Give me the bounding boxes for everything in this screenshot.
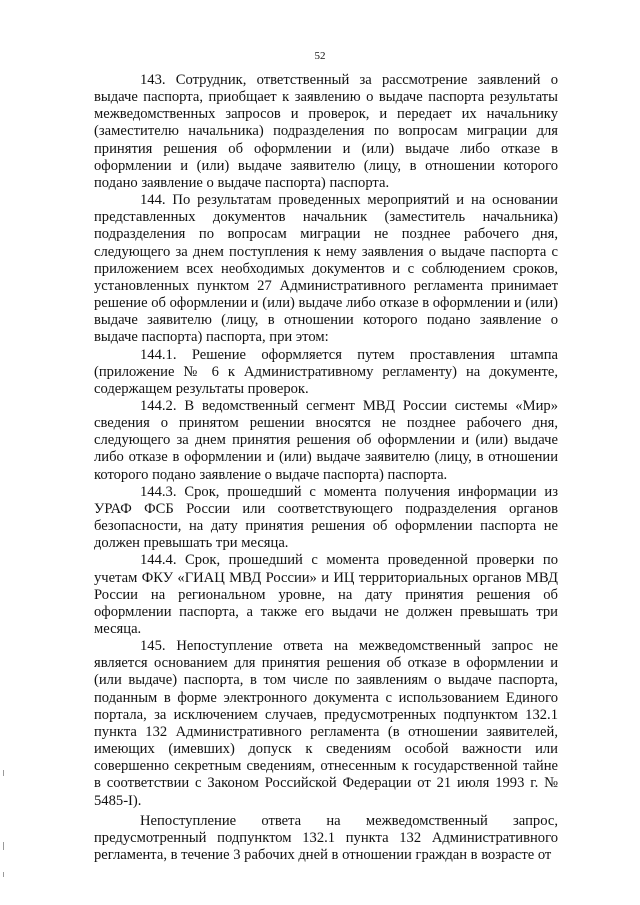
scan-edge-mark	[3, 770, 4, 776]
paragraph-145: 145. Непоступление ответа на межведомственный запрос не является основанием для принятия решения об отказе в оформлении и (или выдаче) паспорта, в том числе по заявлениям о выдаче паспорта, поданным в форме электронного документа с использованием Единого портала, за исключением случаев, предусмотренных подпунктом 132.1 пункта 132 Административного регламента (в отношении заявителей, имеющих (имевших) допуск к сведениям особой важности или совершенно секретным сведениям, отнесенным к государственной тайне в соответствии с Законом Российской Федерации от 21 июля 1993 г. № 5485-I).	[94, 638, 558, 809]
paragraph-144-4: 144.4. Срок, прошедший с момента проведенной проверки по учетам ФКУ «ГИАЦ МВД России» и ИЦ территориальных органов МВД России на региональном уровне, на дату принятия решения об оформлении паспорта, а также его выдачи не должен превышать три месяца.	[94, 552, 558, 637]
paragraph-144-3: 144.3. Срок, прошедший с момента получения информации из УРАФ ФСБ России или соответствующего подразделения органов безопасности, на дату принятия решения об оформлении паспорта не должен превышать три месяца.	[94, 483, 558, 552]
page-number: 52	[314, 50, 326, 62]
scan-edge-mark	[3, 842, 4, 850]
paragraph-144: 144. По результатам проведенных мероприятий и на основании представленных документов начальник (заместитель начальника) подразделения по вопросам миграции не позднее рабочего дня, следующего за днем поступления к нему заявления о выдаче паспорта с приложением всех необходимых документов и с соблюдением сроков, установленных пунктом 27 Административного регламента принимает решение об оформлении и (или) выдаче либо отказе в оформлении и (или) выдаче заявителю (лицу, в отношении которого подано заявление о выдаче паспорта) паспорта, при этом:	[94, 192, 559, 346]
paragraph-143: 143. Сотрудник, ответственный за рассмотрение заявлений о выдаче паспорта, приобщает к заявлению о выдаче паспорта результаты межведомственных запросов и проверок, и передает их начальнику (заместителю начальника) подразделения по вопросам миграции для принятия решения об оформлении и (или) выдаче либо отказе в оформлении и (или) выдаче заявителю (лицу, в отношении которого подано заявление о выдаче паспорта) паспорта.	[94, 72, 558, 191]
document-body	[94, 72, 558, 864]
paragraph-144-1: 144.1. Решение оформляется путем проставления штампа (приложение № 6 к Административному регламенту) на документе, содержащем результаты проверок.	[94, 346, 558, 397]
paragraph-144-2: 144.2. В ведомственный сегмент МВД России системы «Мир» сведения о принятом решении вносятся не позднее рабочего дня, следующего за днем принятия решения об оформлении и (или) выдаче либо отказе в оформлении и (или) выдаче заявителю (лицу, в отношении которого подано заявление о выдаче паспорта) паспорта.	[94, 397, 558, 483]
scan-edge-mark	[3, 872, 4, 877]
paragraph-145-continued: Непоступление ответа на межведомственный запрос, предусмотренный подпунктом 132.1 пункта 132 Административного регламента, в течение 3 рабочих дней в отношении граждан в возрасте от	[94, 812, 558, 864]
